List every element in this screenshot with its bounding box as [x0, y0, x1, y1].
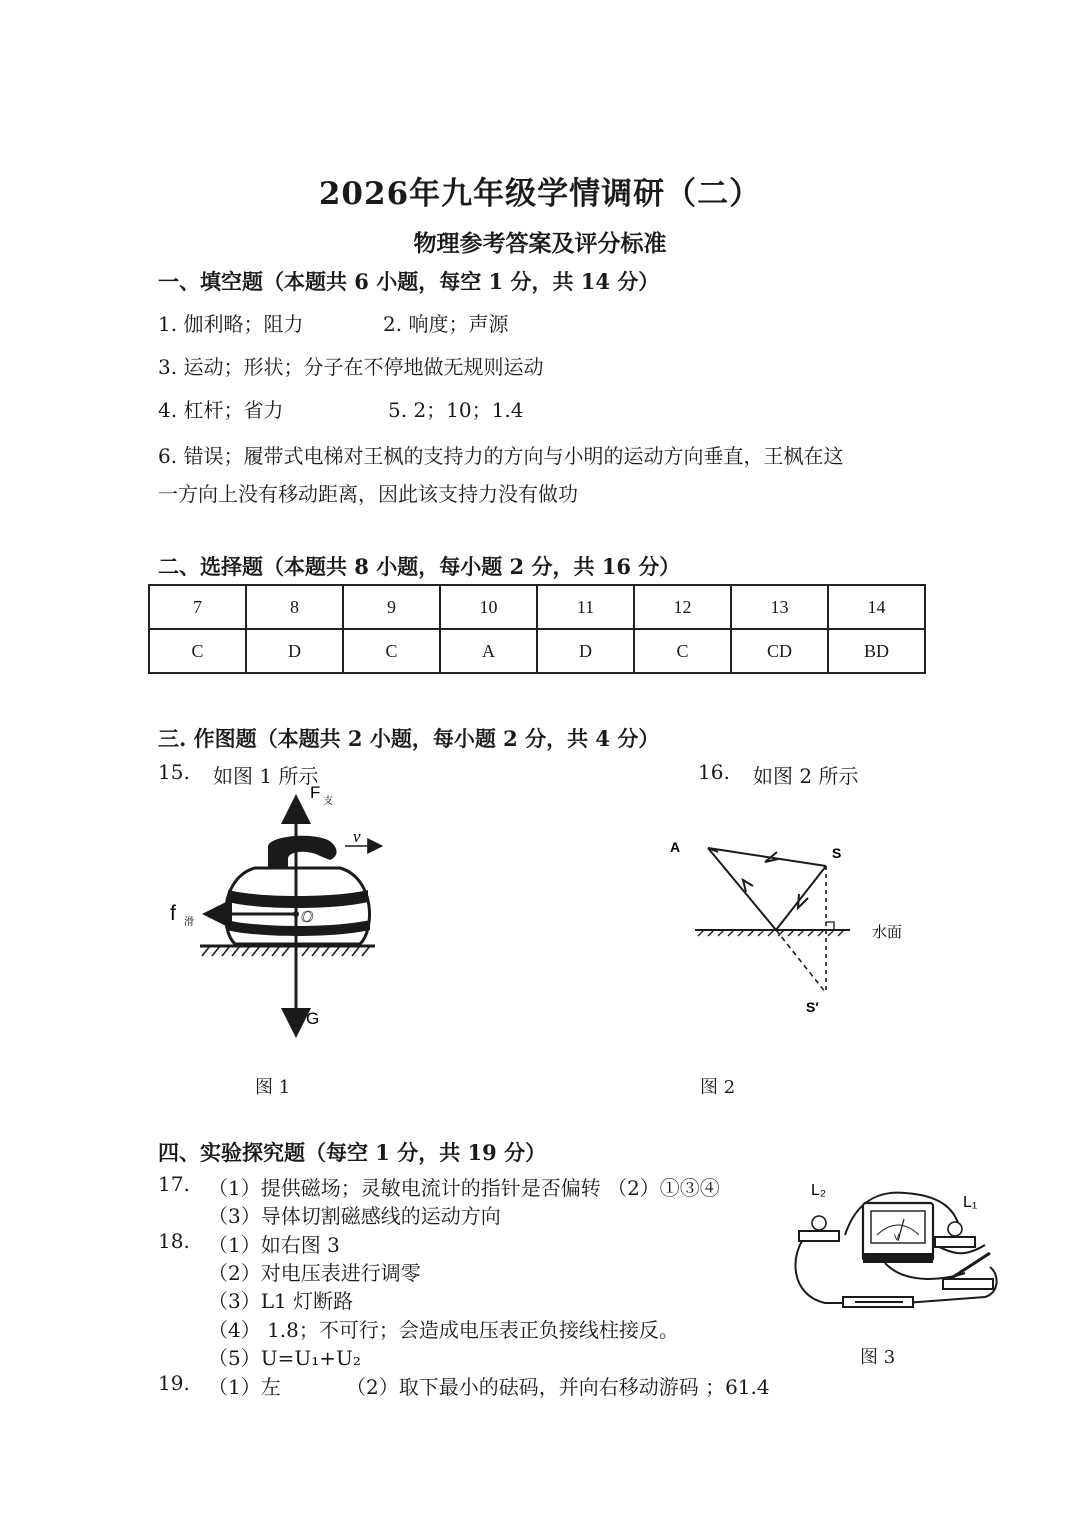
- label-v: v: [353, 827, 361, 846]
- page-title: 2026年九年级学情调研（二）: [318, 176, 762, 212]
- answer-q3: 3. 运动；形状；分子在不停地做无规则运动: [158, 355, 544, 379]
- voltmeter-label: V: [894, 1233, 900, 1242]
- q17-number: 17.: [158, 1172, 190, 1196]
- label-f-sub: 滑: [184, 917, 194, 928]
- q16-number: 16.: [698, 760, 730, 784]
- label-S: S: [832, 845, 842, 861]
- answer-q6-line2: 一方向上没有移动距离，因此该支持力没有做功: [158, 482, 578, 506]
- voltmeter-terminal-bar: [863, 1253, 933, 1263]
- table-cell-number: 11: [537, 585, 634, 629]
- table-cell-answer: CD: [731, 629, 828, 673]
- q18-answer-4: （4） 1.8；不可行；会造成电压表正负接线柱接反。: [208, 1318, 679, 1342]
- table-cell-answer: A: [440, 629, 537, 673]
- label-S-prime: S′: [806, 999, 819, 1015]
- label-F: F: [310, 783, 321, 802]
- lamp-base-L1: [935, 1237, 975, 1247]
- q17-answer-a: （1）提供磁场；灵敏电流计的指针是否偏转 （2）①③④: [208, 1176, 720, 1200]
- virtual-ray: [776, 930, 826, 993]
- table-cell-answer: D: [246, 629, 343, 673]
- answer-q5: 5. 2；10；1.4: [388, 398, 524, 422]
- table-cell-answer: C: [149, 629, 246, 673]
- q18-answer-3: （3）L1 灯断路: [208, 1289, 354, 1313]
- center-point: [293, 911, 299, 917]
- q18-answer-1: （1）如右图 3: [208, 1233, 340, 1257]
- lamp-bulb-L2: [812, 1216, 826, 1230]
- right-angle-mark: [826, 922, 834, 930]
- q17-answer-b: （3）导体切割磁感线的运动方向: [208, 1204, 501, 1228]
- q18-answer-5: （5）U=U₁+U₂: [208, 1346, 361, 1370]
- q15-text: 如图 1 所示: [213, 764, 319, 788]
- lamp-bulb-L1: [948, 1222, 962, 1236]
- answer-q6-line1: 6. 错误；履带式电梯对王枫的支持力的方向与小明的运动方向垂直，王枫在这: [158, 444, 844, 468]
- incident-ray: [776, 866, 826, 930]
- figure3-circuit: [785, 1175, 1015, 1325]
- table-cell-number: 10: [440, 585, 537, 629]
- figure1-caption: 图 1: [255, 1077, 291, 1098]
- answer-q4: 4. 杠杆；省力: [158, 398, 284, 422]
- q15-number: 15.: [158, 760, 190, 784]
- table-cell-answer: C: [634, 629, 731, 673]
- switch-base: [943, 1279, 993, 1289]
- choice-answer-table: [148, 584, 926, 674]
- wire: [795, 1237, 855, 1303]
- answer-q2: 2. 响度；声源: [383, 312, 509, 336]
- reflected-arrowhead: [743, 880, 753, 892]
- table-cell-number: 9: [343, 585, 440, 629]
- label-O: O: [301, 907, 314, 926]
- section4-heading: 四、实验探究题（每空 1 分，共 19 分）: [158, 1140, 547, 1165]
- section3-heading: 三. 作图题（本题共 2 小题，每小题 2 分，共 4 分）: [158, 726, 660, 751]
- table-cell-answer: C: [343, 629, 440, 673]
- figure2-reflection-diagram: [660, 828, 920, 1018]
- q19-answer-a: （1）左: [208, 1375, 281, 1399]
- q18-answer-2: （2）对电压表进行调零: [208, 1261, 421, 1285]
- section1-heading: 一、填空题（本题共 6 小题，每空 1 分，共 14 分）: [158, 269, 660, 294]
- table-cell-answer: D: [537, 629, 634, 673]
- ray-S-to-A: [708, 848, 826, 866]
- label-G: G: [306, 1009, 320, 1028]
- section2-heading: 二、选择题（本题共 8 小题，每小题 2 分，共 16 分）: [158, 554, 681, 579]
- table-row-numbers: [149, 585, 925, 629]
- curling-stone-handle: [268, 836, 337, 868]
- q19-answer-b: （2）取下最小的砝码，并向右移动游码 ；61.4: [346, 1375, 770, 1399]
- answer-q1: 1. 伽利略；阻力: [158, 312, 304, 336]
- label-F-sub: 支: [323, 796, 333, 807]
- switch-lever: [950, 1253, 990, 1279]
- table-cell-number: 7: [149, 585, 246, 629]
- figure2-caption: 图 2: [700, 1077, 736, 1098]
- q16-text: 如图 2 所示: [753, 764, 859, 788]
- table-cell-number: 8: [246, 585, 343, 629]
- label-A: A: [670, 839, 681, 855]
- label-f: f: [170, 902, 176, 925]
- page-subtitle: 物理参考答案及评分标准: [413, 230, 667, 257]
- table-cell-number: 12: [634, 585, 731, 629]
- table-cell-answer: BD: [828, 629, 925, 673]
- label-water-surface: 水面: [872, 923, 903, 941]
- label-L2: L₂: [811, 1182, 827, 1199]
- q18-number: 18.: [158, 1229, 190, 1253]
- table-row-answers: [149, 629, 925, 673]
- label-L1: L₁: [963, 1194, 978, 1211]
- table-cell-number: 14: [828, 585, 925, 629]
- q19-number: 19.: [158, 1371, 190, 1395]
- figure3-caption: 图 3: [860, 1347, 896, 1368]
- table-cell-number: 13: [731, 585, 828, 629]
- figure1-force-diagram: [160, 780, 420, 1040]
- lamp-base-L2: [799, 1231, 839, 1241]
